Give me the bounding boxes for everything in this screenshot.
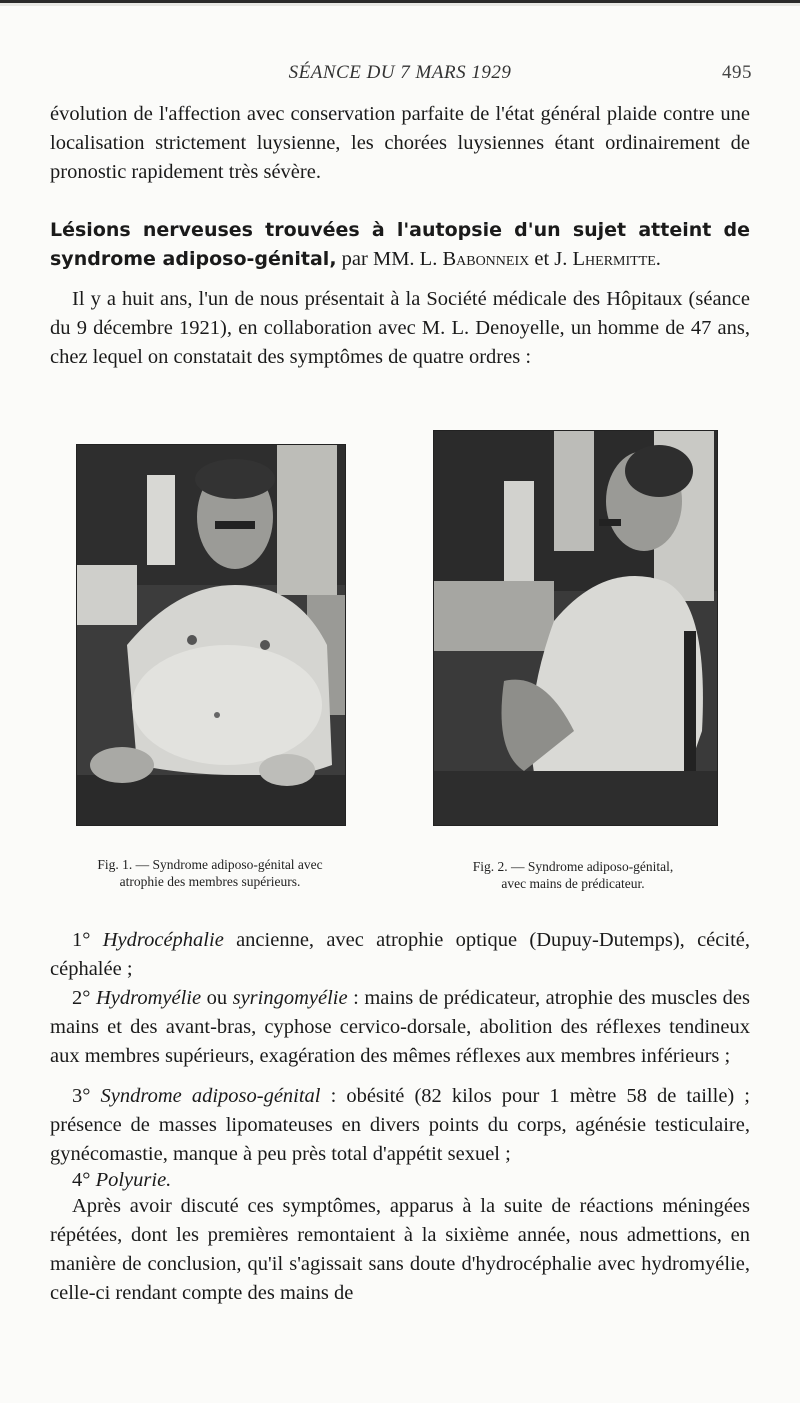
item-2-number: 2°	[72, 987, 91, 1009]
running-title: SÉANCE DU 7 MARS 1929	[288, 62, 512, 83]
paragraph-2: Il y a huit ans, l'un de nous présentait à la Société médicale des Hôpitaux (séance du 9 décembre 1921), en collaboration avec M. L. Denoyelle, un homme de 47 ans, chez lequel on constatait des symptômes de quatre ordres :	[50, 288, 750, 368]
figure-1-photo	[76, 444, 346, 826]
figure-1-caption-line1: Fig. 1. — Syndrome adiposo-génital avec	[97, 857, 323, 872]
item-2	[50, 984, 750, 1071]
item-4-number: 4°	[72, 1169, 91, 1191]
article-heading	[50, 216, 750, 274]
figure-2-caption-line1: Fig. 2. — Syndrome adiposo-génital,	[472, 859, 674, 874]
article-by: par MM. L.	[341, 248, 438, 270]
item-4-term: Polyurie.	[95, 1169, 172, 1191]
item-1	[50, 926, 750, 984]
article-and: et J.	[534, 248, 568, 270]
page-number: 495	[722, 62, 752, 83]
intro-paragraph: évolution de l'affection avec conservation parfaite de l'état général plaide contre une localisation strictement luysienne, les chorées luysiennes étant ordinairement de pronostic rapidement très sévère.	[50, 103, 750, 183]
item-1-term: Hydrocéphalie	[102, 929, 224, 951]
item-3-number: 3°	[72, 1085, 91, 1107]
running-header	[0, 62, 800, 88]
item-1-text: ancienne, avec atrophie optique (Dupuy-Dutemps), cécité, céphalée ;	[50, 929, 750, 980]
page-top-shadow	[0, 3, 800, 6]
item-2-term: Hydromyélie	[95, 987, 202, 1009]
figure-1-caption-line2: atrophie des membres supérieurs.	[119, 874, 301, 889]
item-3	[50, 1082, 750, 1169]
figure-2-caption	[423, 858, 723, 892]
final-paragraph: Après avoir discuté ces symptômes, apparus à la suite de réactions méningées répétées, dont les premières remontaient à la sixième année, nous admettions, en manière de conclusion, qu'il s'agissait sans doute d'hydrocéphalie avec hydromyélie, celle-ci rendant compte des mains de	[50, 1195, 750, 1304]
item-1-number: 1°	[72, 929, 91, 951]
article-title: Lésions nerveuses trouvées à l'autopsie d'un sujet atteint de syndrome adiposo-génital,	[50, 219, 750, 270]
item-3-text: : obésité (82 kilos pour 1 mètre 58 de taille) ; présence de masses lipomateuses en divers points du corps, agénésie testiculaire, gynécomastie, manque à peu près total d'appétit sexuel ;	[50, 1085, 751, 1165]
item-2-mid: ou	[201, 987, 233, 1009]
item-4	[50, 1166, 750, 1195]
figure-1-caption	[60, 856, 360, 890]
figure-2-photo	[433, 430, 718, 826]
figure-2-caption-line2: avec mains de prédicateur.	[501, 876, 645, 891]
item-2-text: : mains de prédicateur, atrophie des muscles des mains et des avant-bras, cyphose cervico-dorsale, abolition des réflexes tendineux aux membres supérieurs, exagération des mêmes réflexes aux membres inférieurs ;	[50, 987, 751, 1067]
author-2: Lhermitte.	[572, 248, 661, 270]
item-3-term: Syndrome adiposo-génital	[100, 1085, 321, 1107]
item-2-term2: syringomyélie	[232, 987, 348, 1009]
author-1: Babonneix	[442, 248, 530, 270]
